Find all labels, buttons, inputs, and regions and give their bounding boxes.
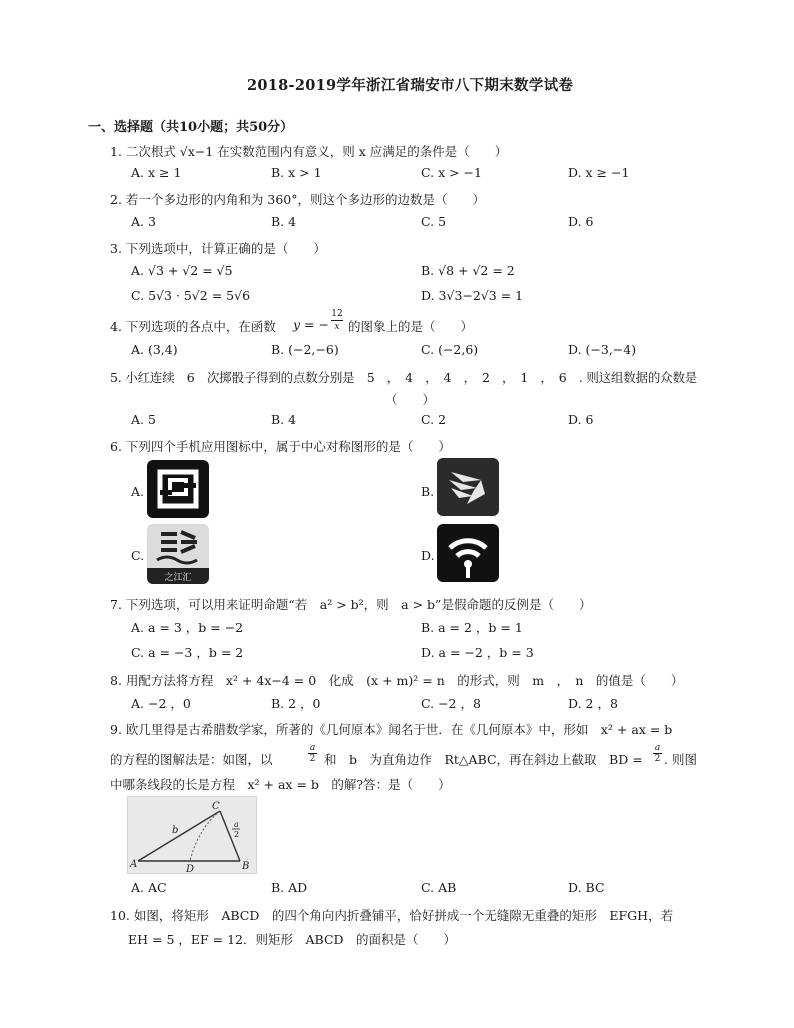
q2-option-b[interactable]: B. 4	[271, 214, 297, 229]
wifi-icon	[437, 524, 499, 582]
q6-option-b-label[interactable]: B.	[421, 484, 435, 499]
question-1-stem: 1. 二次根式 √x−1 在实数范围内有意义，则 x 应满足的条件是（ ）	[110, 144, 508, 159]
question-5-stem: 5. 小红连续 6 次掷骰子得到的点数分别是 5 ， 4 ， 4 ， 2 ， 1 ， 6 . 则这组数据的众数是	[110, 370, 698, 385]
fig-label-d: D	[186, 864, 195, 873]
triangle-diagram	[128, 797, 256, 873]
q1-option-b[interactable]: B. x > 1	[271, 165, 322, 180]
page-title: 2018-2019学年浙江省瑞安市八下期末数学试卷	[247, 77, 574, 94]
q2-option-d[interactable]: D. 6	[568, 214, 594, 229]
question-9-line-2a: 的方程的图解法是：如图，以	[110, 752, 273, 767]
q4-option-d[interactable]: D. (−3,−4)	[568, 342, 637, 357]
q9-option-a[interactable]: A. AC	[131, 880, 167, 895]
question-9-line-3: 中哪条线段的长是方程 x² + ax = b 的解?答：是（ ）	[110, 777, 451, 792]
q5-option-c[interactable]: C. 2	[421, 412, 447, 427]
question-4-stem-a: 4. 下列选项的各点中，在函数	[110, 319, 276, 334]
square-logo-icon	[147, 460, 209, 518]
question-9-line-2c: . 则图	[664, 752, 697, 767]
q9-frac-2-den: 2	[654, 754, 661, 764]
fig-label-b: B	[242, 861, 250, 872]
q6-option-a-label[interactable]: A.	[131, 484, 145, 499]
q9-option-b[interactable]: B. AD	[271, 880, 308, 895]
q8-option-d[interactable]: D. 2 ，8	[568, 696, 618, 711]
app-icon-c[interactable]	[147, 524, 209, 584]
question-3-stem: 3. 下列选项中，计算正确的是（ ）	[110, 241, 326, 256]
q9-option-d[interactable]: D. BC	[568, 880, 605, 895]
q9-frac-1-num: a	[309, 743, 316, 753]
question-6-stem: 6. 下列四个手机应用图标中，属于中心对称图形的是（ ）	[110, 439, 451, 454]
q9-frac-2-num: a	[654, 743, 661, 753]
q4-option-b[interactable]: B. (−2,−6)	[271, 342, 339, 357]
q4-equation: y = −	[293, 317, 329, 332]
section-heading: 一、选择题（共10小题；共50分）	[88, 120, 294, 135]
q1-option-d[interactable]: D. x ≥ −1	[568, 165, 630, 180]
q1-option-a[interactable]: A. x ≥ 1	[131, 165, 182, 180]
q8-option-a[interactable]: A. −2 ，0	[131, 696, 191, 711]
icon-c-caption: 之江汇	[164, 573, 192, 583]
question-9-line-1: 9. 欧几里得是古希腊数学家，所著的《几何原本》闻名于世．在《几何原本》中，形如 x² + ax = b	[110, 722, 673, 737]
q4-fraction-numerator: 12	[331, 309, 343, 319]
question-9-line-2b: 和 b 为直角边作 Rt△ABC，再在斜边上截取 BD =	[324, 752, 643, 767]
q9-option-c[interactable]: C. AB	[421, 880, 457, 895]
q7-option-d[interactable]: D. a = −2 ，b = 3	[421, 645, 534, 660]
question-7-stem: 7. 下列选项，可以用来证明命题“若 a² > b²，则 a > b”是假命题的反例是（ ）	[110, 597, 592, 612]
q4-option-a[interactable]: A. (3,4)	[131, 342, 178, 357]
q8-option-c[interactable]: C. −2 ，8	[421, 696, 481, 711]
q2-option-c[interactable]: C. 5	[421, 214, 447, 229]
wing-logo-icon	[437, 458, 499, 516]
q8-option-b[interactable]: B. 2 ，0	[271, 696, 321, 711]
question-8-stem: 8. 用配方法将方程 x² + 4x−4 = 0 化成 (x + m)² = n 的形式，则 m ， n 的值是（ ）	[110, 673, 684, 688]
question-2-stem: 2. 若一个多边形的内角和为 360°，则这个多边形的边数是（ ）	[110, 192, 485, 207]
question-4-stem-b: 的图象上的是（ ）	[348, 319, 474, 334]
q4-fraction-denominator: x	[334, 322, 340, 332]
q7-option-a[interactable]: A. a = 3 ，b = −2	[131, 620, 244, 635]
fig-label-side-b: b	[172, 825, 179, 836]
q3-option-c[interactable]: C. 5√3 · 5√2 = 5√6	[131, 288, 251, 303]
q3-option-a[interactable]: A. √3 + √2 = √5	[131, 263, 233, 278]
q5-option-b[interactable]: B. 4	[271, 412, 297, 427]
q3-option-b[interactable]: B. √8 + √2 = 2	[421, 263, 515, 278]
app-icon-a[interactable]	[147, 460, 209, 518]
fig-label-a: A	[130, 859, 138, 870]
q5-option-a[interactable]: A. 5	[131, 412, 156, 427]
q5-option-d[interactable]: D. 6	[568, 412, 594, 427]
app-icon-d[interactable]	[437, 524, 499, 582]
fig-label-c: C	[212, 801, 220, 812]
fig-label-a-den: 2	[234, 830, 240, 839]
q1-option-c[interactable]: C. x > −1	[421, 165, 482, 180]
q2-option-a[interactable]: A. 3	[131, 214, 156, 229]
q7-option-b[interactable]: B. a = 2 ，b = 1	[421, 620, 523, 635]
triangle-figure	[127, 796, 257, 874]
question-10-line-2: EH = 5 ，EF = 12．则矩形 ABCD 的面积是（ ）	[128, 932, 457, 947]
q6-option-d-label[interactable]: D.	[421, 548, 435, 563]
question-10-line-1: 10. 如图，将矩形 ABCD 的四个角向内折叠铺平，恰好拼成一个无缝隙无重叠的矩形 EFGH，若	[110, 908, 674, 923]
fig-label-a-num: a	[234, 820, 239, 829]
q6-option-c-label[interactable]: C.	[131, 548, 145, 563]
q7-option-c[interactable]: C. a = −3 ，b = 2	[131, 645, 244, 660]
q4-option-c[interactable]: C. (−2,6)	[421, 342, 479, 357]
q9-frac-1-den: 2	[309, 754, 316, 764]
app-icon-b[interactable]	[437, 458, 499, 516]
q3-option-d[interactable]: D. 3√3−2√3 = 1	[421, 288, 524, 303]
q5-answer-paren: （ ）	[385, 392, 436, 407]
